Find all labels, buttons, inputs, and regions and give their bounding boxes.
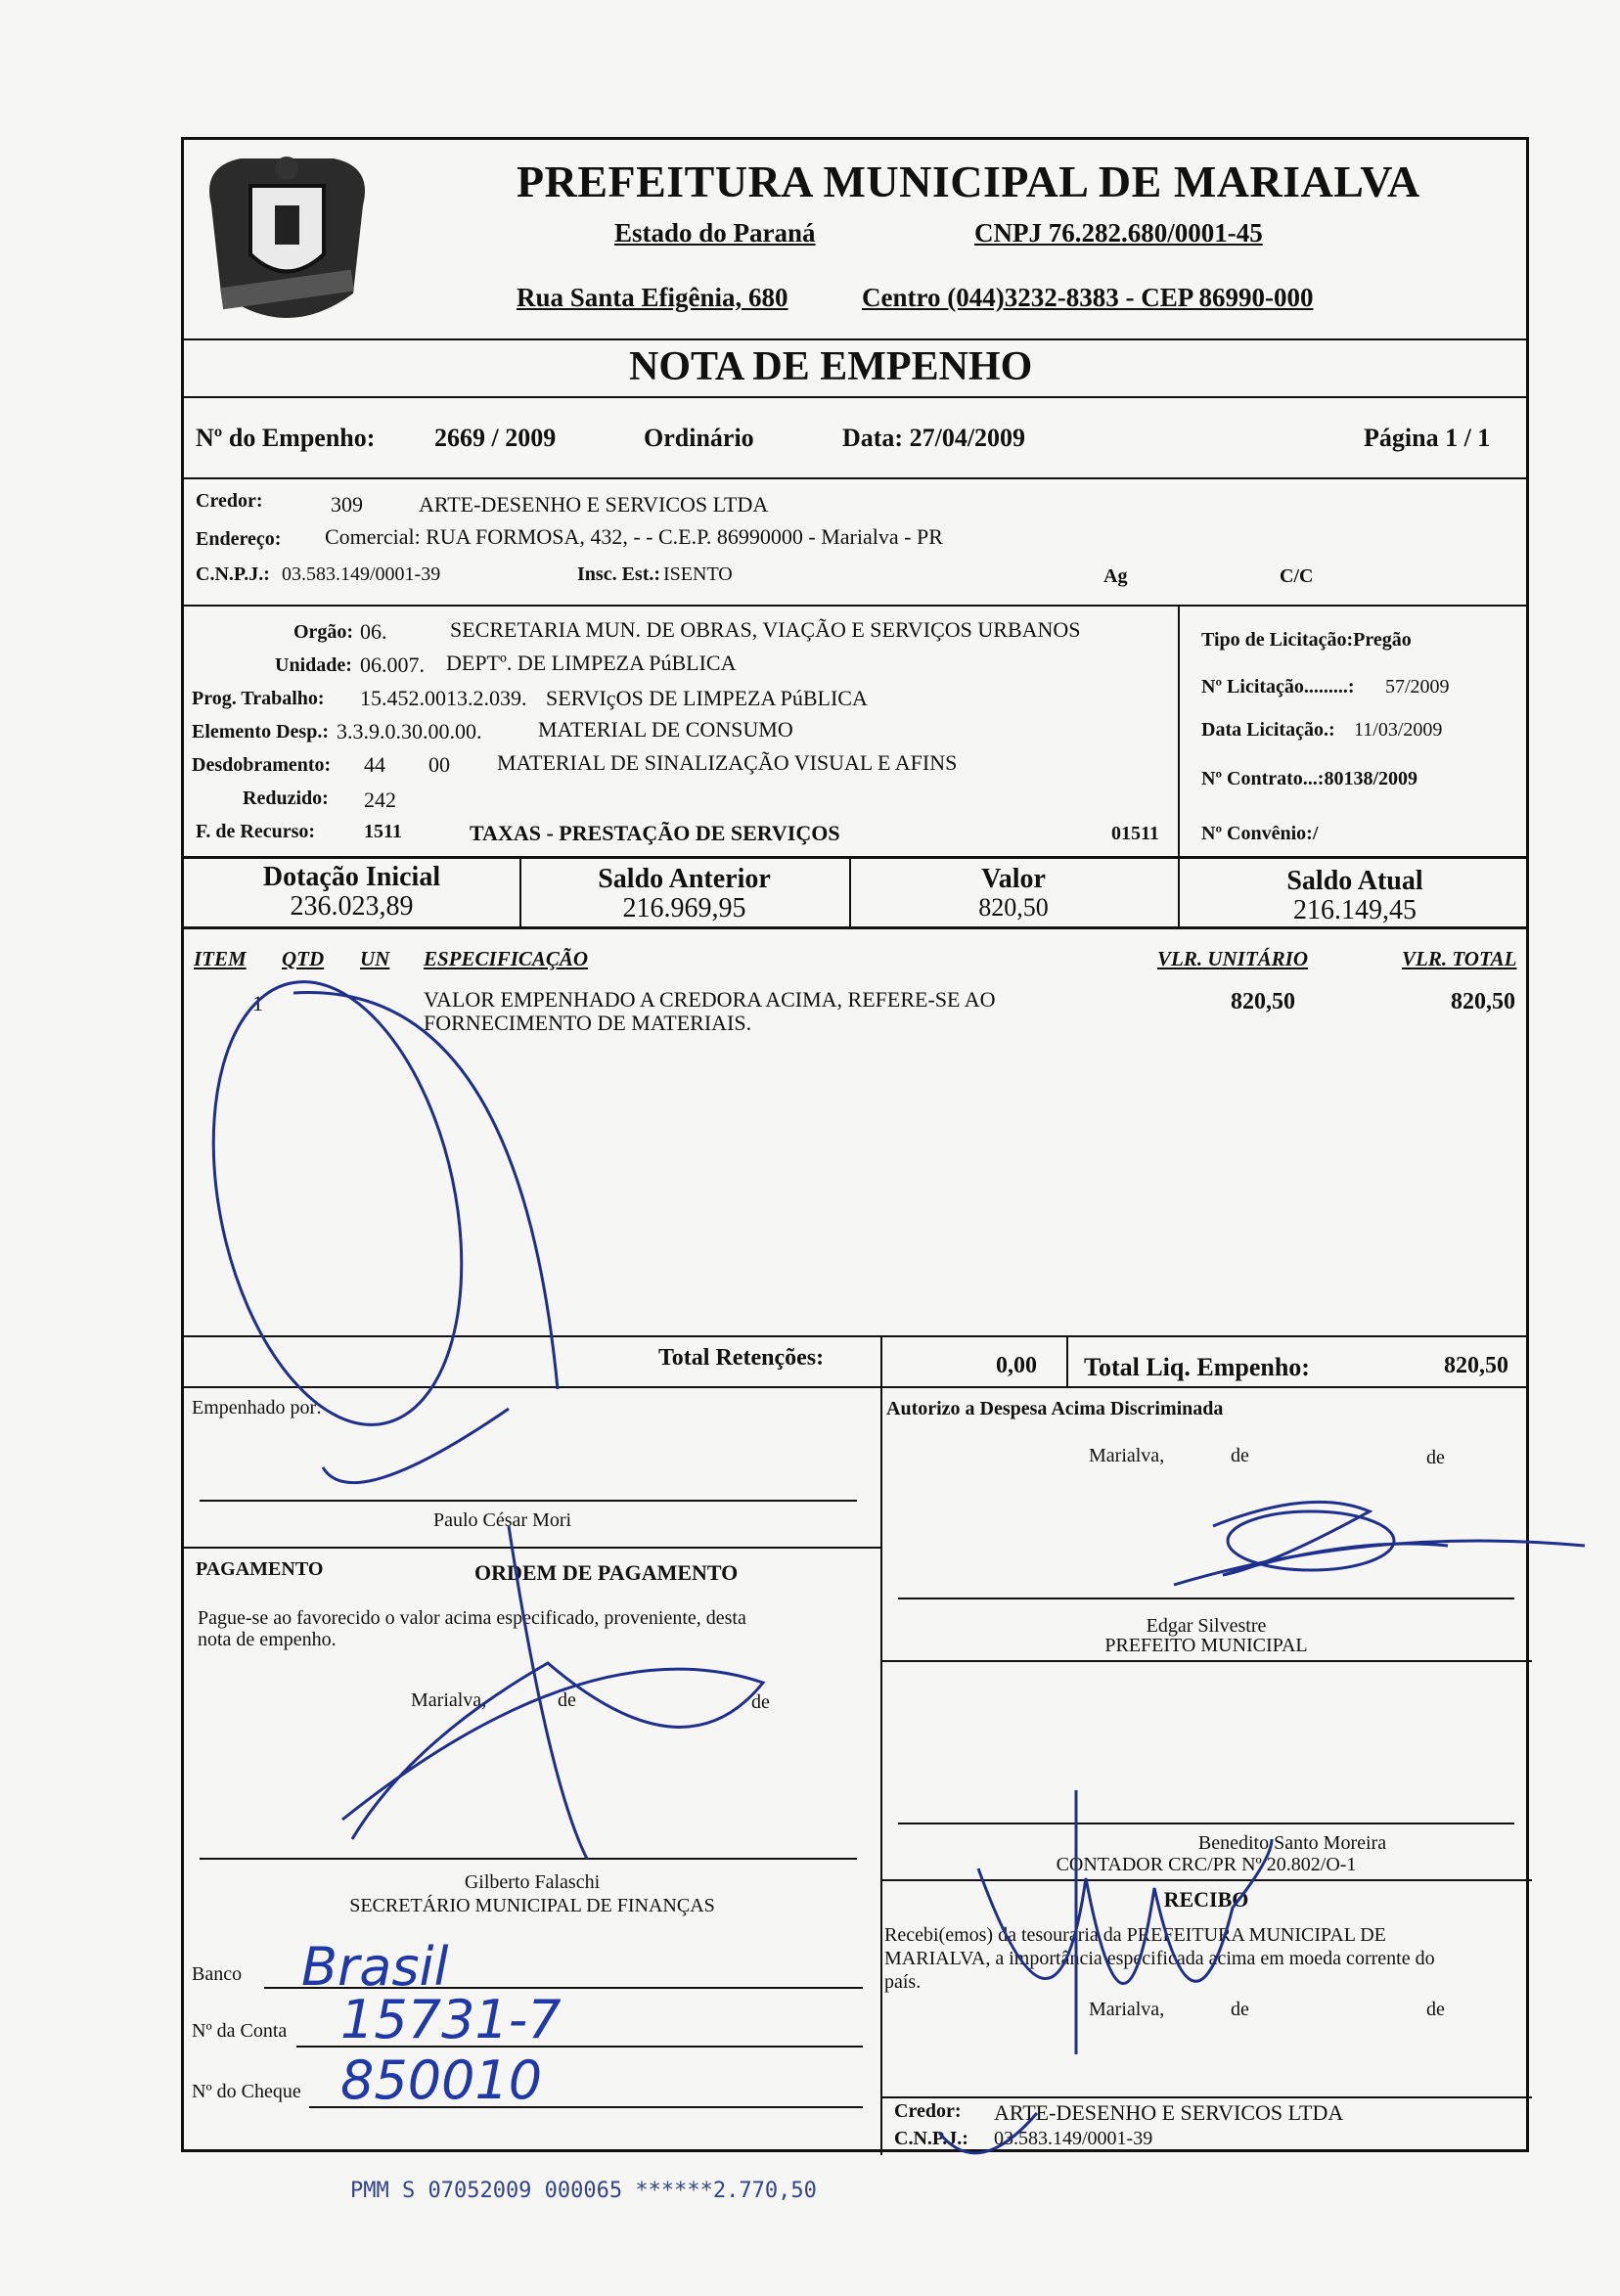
ag-label: Ag [1103, 565, 1128, 587]
contrato-number: Nº Contrato...:80138/2009 [1201, 768, 1418, 789]
page-number: Página 1 / 1 [1364, 424, 1491, 452]
saldo-anterior-label: Saldo Anterior [598, 864, 771, 894]
orgao-name: SECRETARIA MUN. DE OBRAS, VIAÇÃO E SERVIÇOS URBANOS [450, 617, 1081, 642]
pagamento-local: Marialva, [411, 1689, 487, 1711]
recibo-de1: de [1231, 1999, 1249, 2020]
pagamento-texto2: nota de empenho. [198, 1629, 337, 1650]
recibo-texto3: país. [884, 1971, 922, 1993]
reduzido-value: 242 [364, 788, 396, 812]
empenho-number: 2669 / 2009 [434, 424, 557, 452]
col-item-header: ITEM [194, 947, 247, 970]
empenho-date: Data: 27/04/2009 [842, 424, 1026, 452]
recibo-cnpj: 03.583.149/0001-39 [994, 2128, 1153, 2149]
total-liquido-value: 820,50 [1444, 1353, 1508, 1378]
secretario-signature-line [200, 1858, 857, 1860]
row-espec-line2: FORNECIMENTO DE MATERIAIS. [424, 1011, 752, 1035]
insc-value: ISENTO [663, 563, 733, 585]
row-total-value: 820,50 [1451, 989, 1515, 1014]
recibo-texto2: MARIALVA, a importância especificada acima em moeda corrente do [884, 1948, 1435, 1969]
empenho-number-label: Nº do Empenho: [196, 424, 376, 452]
cc-label: C/C [1280, 565, 1314, 587]
pagamento-de1: de [558, 1689, 576, 1711]
address-label: Endereço: [196, 528, 282, 550]
orgao-label: Orgão: [293, 621, 354, 643]
recibo-signature-line [880, 2096, 1532, 2098]
empenho-type: Ordinário [644, 424, 754, 452]
elemento-code: 3.3.9.0.30.00.00. [337, 719, 482, 743]
recibo-credor: ARTE-DESENHO E SERVICOS LTDA [994, 2100, 1344, 2125]
secretario-cargo: SECRETÁRIO MUNICIPAL DE FINANÇAS [349, 1895, 715, 1916]
elemento-label: Elemento Desp.: [192, 721, 329, 743]
prog-name: SERVIçOS DE LIMPEZA PúBLICA [546, 686, 868, 710]
cnpj-label: C.N.P.J.: [196, 563, 270, 585]
dotacao-inicial-value: 236.023,89 [290, 891, 414, 922]
autorizo-local: Marialva, [1089, 1445, 1165, 1466]
elemento-name: MATERIAL DE CONSUMO [538, 717, 793, 742]
empenhado-label: Empenhado por: [192, 1397, 322, 1418]
licitacao-data-label: Data Licitação.: [1201, 719, 1335, 741]
valor-label: Valor [981, 864, 1046, 894]
saldo-atual-label: Saldo Atual [1286, 866, 1423, 896]
contador-signature-line [898, 1823, 1514, 1824]
pagamento-texto1: Pague-se ao favorecido o valor acima especificado, proveniente, desta [198, 1607, 746, 1629]
total-liquido-label: Total Liq. Empenho: [1084, 1353, 1310, 1381]
licitacao-data: 11/03/2009 [1354, 719, 1443, 741]
prog-label: Prog. Trabalho: [192, 688, 325, 709]
recibo-texto1: Recebi(emos) da tesouraria da PREFEITURA MUNICIPAL DE [884, 1924, 1386, 1946]
licitacao-tipo: Tipo de Licitação:Pregão [1201, 629, 1412, 651]
recurso-number: 01511 [1111, 823, 1159, 844]
recibo-local: Marialva, [1089, 1999, 1165, 2020]
valor-value: 820,50 [978, 893, 1049, 922]
header-cnpj: CNPJ 76.282.680/0001-45 [974, 218, 1263, 248]
pagamento-de2: de [751, 1691, 770, 1713]
credor-code: 309 [331, 492, 363, 517]
contador-nome: Benedito Santo Moreira [1197, 1832, 1387, 1854]
header-district-phone: Centro (044)3232-8383 - CEP 86990-000 [862, 283, 1314, 312]
desdob-code: 44 [364, 752, 385, 777]
state-name: Estado do Paraná [614, 218, 816, 248]
prefeito-nome: Edgar Silvestre [1146, 1615, 1267, 1637]
credor-name: ARTE-DESENHO E SERVICOS LTDA [419, 492, 769, 517]
convenio-number: Nº Convênio:/ [1201, 823, 1319, 844]
cheque-handwritten: 850010 [340, 2049, 543, 2111]
pagamento-label: PAGAMENTO [196, 1558, 324, 1580]
row-item: 1 [252, 991, 263, 1015]
conta-label: Nº da Conta [192, 2020, 288, 2042]
header-street: Rua Santa Efigênia, 680 [517, 283, 788, 312]
col-qtd-header: QTD [282, 947, 325, 970]
secretario-nome: Gilberto Falaschi [464, 1871, 601, 1893]
recibo-de2: de [1426, 1999, 1445, 2020]
col-unit-header: VLR. UNITÁRIO [1157, 947, 1309, 970]
banco-label: Banco [192, 1963, 243, 1985]
row-unit-value: 820,50 [1231, 989, 1295, 1014]
licitacao-numero: 57/2009 [1385, 676, 1450, 698]
recibo-cnpj-label: C.N.P.J.: [894, 2128, 968, 2149]
orgao-code: 06. [360, 619, 387, 644]
desdob-code2: 00 [428, 752, 450, 777]
autorizo-de2: de [1426, 1447, 1445, 1468]
cheque-label: Nº do Cheque [192, 2081, 301, 2102]
dotacao-inicial-label: Dotação Inicial [262, 862, 441, 892]
document-title: NOTA DE EMPENHO [629, 344, 1033, 389]
prog-code: 15.452.0013.2.039. [360, 686, 527, 710]
credor-address: Comercial: RUA FORMOSA, 432, - - C.E.P. 86990000 - Marialva - PR [325, 524, 943, 549]
recurso-label: F. de Recurso: [196, 821, 316, 842]
recurso-name: TAXAS - PRESTAÇÃO DE SERVIÇOS [470, 821, 840, 845]
autorizo-de1: de [1231, 1445, 1249, 1466]
saldo-atual-value: 216.149,45 [1293, 895, 1417, 925]
prefeito-signature-line [898, 1598, 1514, 1599]
ordem-pagamento-title: ORDEM DE PAGAMENTO [474, 1560, 739, 1585]
banco-handwritten: Brasil [301, 1936, 449, 1998]
unidade-code: 06.007. [360, 653, 425, 677]
saldo-anterior-value: 216.969,95 [622, 893, 746, 923]
total-retencoes-label: Total Retenções: [658, 1345, 825, 1371]
recurso-code: 1511 [364, 821, 402, 842]
insc-label: Insc. Est.: [577, 563, 661, 585]
contador-cargo: CONTADOR CRC/PR Nº 20.802/O-1 [1056, 1854, 1357, 1875]
recibo-title: RECIBO [1163, 1887, 1249, 1912]
empenho-form [181, 137, 1529, 2152]
conta-handwritten: 15731-7 [340, 1989, 562, 2050]
recibo-credor-label: Credor: [894, 2100, 962, 2122]
empenhado-nome: Paulo César Mori [433, 1509, 572, 1531]
empenhado-signature-line [200, 1500, 857, 1502]
desdob-name: MATERIAL DE SINALIZAÇÃO VISUAL E AFINS [497, 750, 958, 775]
prefeito-cargo: PREFEITO MUNICIPAL [1104, 1635, 1308, 1656]
autorizo-text: Autorizo a Despesa Acima Discriminada [886, 1398, 1224, 1419]
credor-label: Credor: [196, 490, 263, 512]
unidade-label: Unidade: [275, 654, 352, 676]
col-un-header: UN [360, 947, 390, 970]
col-total-header: VLR. TOTAL [1402, 947, 1517, 970]
credor-cnpj: 03.583.149/0001-39 [282, 563, 441, 585]
page-title: PREFEITURA MUNICIPAL DE MARIALVA [517, 157, 1420, 206]
reduzido-label: Reduzido: [243, 788, 329, 809]
row-espec-line1: VALOR EMPENHADO A CREDORA ACIMA, REFERE-SE AO [424, 987, 996, 1012]
unidade-name: DEPTº. DE LIMPEZA PúBLICA [446, 651, 737, 675]
total-retencoes-value: 0,00 [996, 1353, 1037, 1378]
bank-stamp: PMM S 07052009 000065 ******2.770,50 [350, 2179, 817, 2203]
col-espec-header: ESPECIFICAÇÃO [424, 947, 589, 970]
licitacao-numero-label: Nº Licitação.........: [1201, 676, 1355, 698]
desdob-label: Desdobramento: [192, 754, 332, 776]
